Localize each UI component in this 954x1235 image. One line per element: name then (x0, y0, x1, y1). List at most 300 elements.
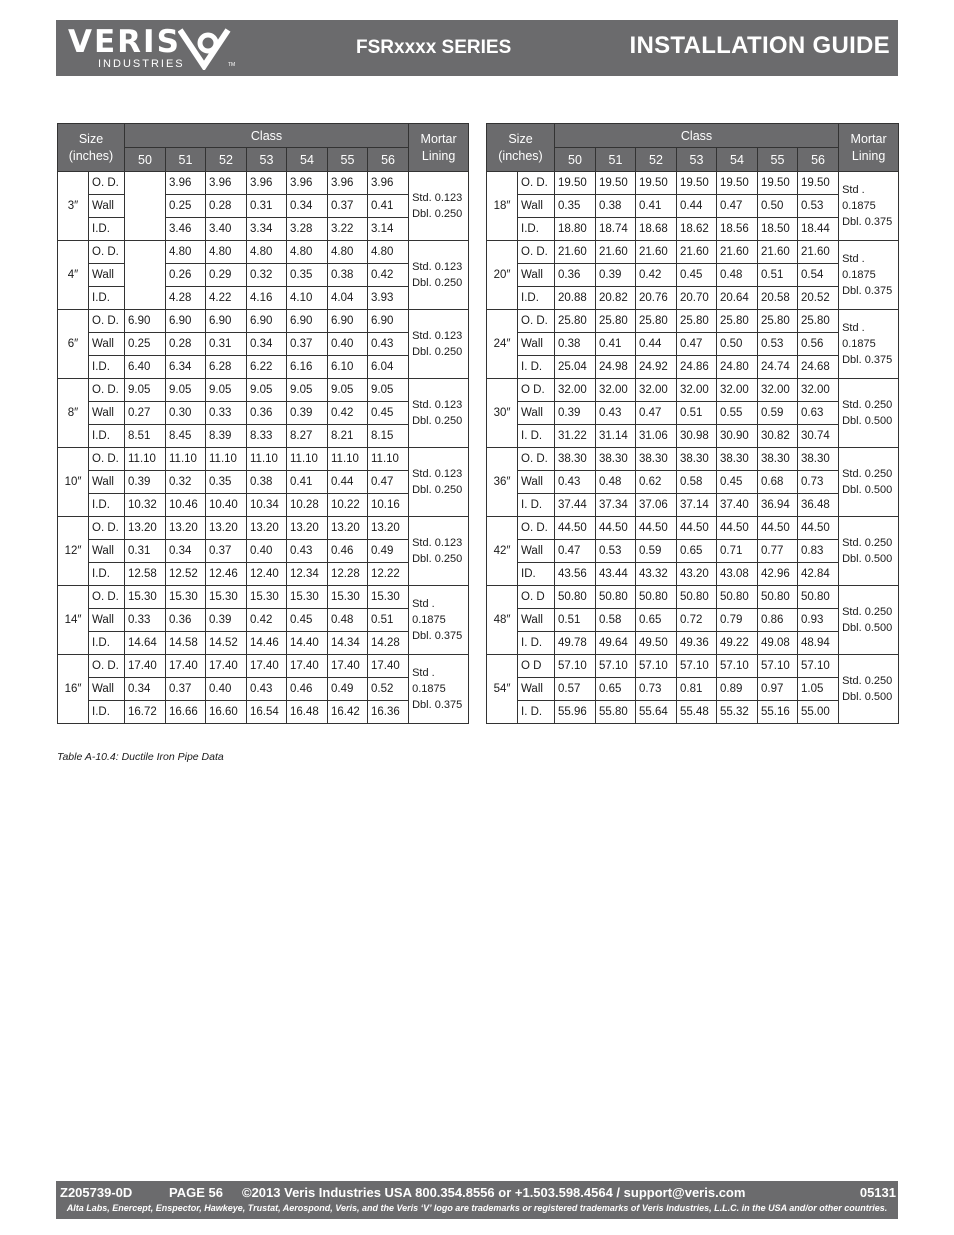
value-cell: 49.08 (758, 632, 798, 655)
row-label-cell: I. D. (518, 701, 555, 724)
value-cell: 21.60 (798, 241, 839, 264)
value-cell: 55.48 (677, 701, 717, 724)
logo-word: VERIS (68, 24, 181, 60)
row-label-cell: Wall (89, 264, 125, 287)
value-cell: 9.05 (328, 379, 368, 402)
value-cell: 32.00 (798, 379, 839, 402)
value-cell: 24.92 (636, 356, 677, 379)
value-cell: 0.40 (247, 540, 287, 563)
value-cell: 0.51 (555, 609, 596, 632)
value-cell: 0.49 (328, 678, 368, 701)
value-cell: 19.50 (717, 172, 758, 195)
pipe-size-cell: 3″ (58, 172, 89, 241)
empty-class-cell (125, 241, 166, 310)
value-cell: 0.36 (555, 264, 596, 287)
value-cell: 0.72 (677, 609, 717, 632)
value-cell: 24.86 (677, 356, 717, 379)
value-cell: 12.52 (166, 563, 206, 586)
value-cell: 0.41 (368, 195, 409, 218)
value-cell: 0.86 (758, 609, 798, 632)
row-label-cell: Wall (89, 471, 125, 494)
value-cell: 4.80 (368, 241, 409, 264)
value-cell: 31.22 (555, 425, 596, 448)
value-cell: 0.37 (287, 333, 328, 356)
value-cell: 57.10 (798, 655, 839, 678)
class-col-header: 55 (328, 148, 368, 172)
value-cell: 0.65 (677, 540, 717, 563)
value-cell: 10.46 (166, 494, 206, 517)
value-cell: 24.68 (798, 356, 839, 379)
value-cell: 13.20 (328, 517, 368, 540)
value-cell: 31.14 (596, 425, 636, 448)
value-cell: 0.39 (125, 471, 166, 494)
value-cell: 0.45 (717, 471, 758, 494)
value-cell: 4.80 (166, 241, 206, 264)
pipe-size-cell: 42″ (487, 517, 518, 586)
class-col-header: 53 (247, 148, 287, 172)
table-row (58, 540, 469, 563)
class-header: Class (125, 124, 409, 148)
row-label-cell: O. D. (89, 655, 125, 678)
value-cell: 17.40 (125, 655, 166, 678)
value-cell: 0.65 (636, 609, 677, 632)
value-cell: 6.90 (328, 310, 368, 333)
value-cell: 15.30 (166, 586, 206, 609)
value-cell: 12.58 (125, 563, 166, 586)
value-cell: 55.16 (758, 701, 798, 724)
value-cell: 37.44 (555, 494, 596, 517)
pipe-size-cell: 36″ (487, 448, 518, 517)
table-row (58, 678, 469, 701)
value-cell: 38.30 (555, 448, 596, 471)
value-cell: 14.52 (206, 632, 247, 655)
trademark-notice: Alta Labs, Enercept, Enspector, Hawkeye, Trustat, Aerospond, Veris, and the Veris ‘V’ logo are trademarks or registered trademarks of Veris Industries, L.L.C. in the USA and/or other countries. (66, 1203, 888, 1213)
table-row (487, 701, 899, 724)
size-header: Size (inches) (487, 124, 555, 172)
value-cell: 44.50 (798, 517, 839, 540)
value-cell: 0.38 (247, 471, 287, 494)
value-cell: 38.30 (677, 448, 717, 471)
value-cell: 15.30 (328, 586, 368, 609)
value-cell: 0.62 (636, 471, 677, 494)
value-cell: 8.21 (328, 425, 368, 448)
class-col-header: 50 (125, 148, 166, 172)
value-cell: 13.20 (368, 517, 409, 540)
value-cell: 20.58 (758, 287, 798, 310)
value-cell: 0.59 (636, 540, 677, 563)
value-cell: 24.74 (758, 356, 798, 379)
value-cell: 37.34 (596, 494, 636, 517)
value-cell: 6.34 (166, 356, 206, 379)
value-cell: 44.50 (636, 517, 677, 540)
value-cell: 0.51 (677, 402, 717, 425)
row-label-cell: Wall (89, 333, 125, 356)
value-cell: 31.06 (636, 425, 677, 448)
row-label-cell: O D. (518, 379, 555, 402)
value-cell: 38.30 (798, 448, 839, 471)
value-cell: 0.79 (717, 609, 758, 632)
value-cell: 0.44 (328, 471, 368, 494)
value-cell: 50.80 (717, 586, 758, 609)
table-row (58, 195, 469, 218)
size-header: Size (inches) (58, 124, 125, 172)
row-label-cell: O. D. (518, 172, 555, 195)
class-col-header: 50 (555, 148, 596, 172)
value-cell: 0.31 (125, 540, 166, 563)
value-cell: 43.56 (555, 563, 596, 586)
value-cell: 38.30 (636, 448, 677, 471)
mortar-lining-cell: Std . 0.1875 Dbl. 0.375 (839, 310, 899, 379)
value-cell: 55.32 (717, 701, 758, 724)
value-cell: 10.22 (328, 494, 368, 517)
value-cell: 11.10 (125, 448, 166, 471)
value-cell: 36.94 (758, 494, 798, 517)
row-label-cell: Wall (518, 471, 555, 494)
row-label-cell: Wall (518, 540, 555, 563)
value-cell: 15.30 (125, 586, 166, 609)
value-cell: 0.46 (287, 678, 328, 701)
value-cell: 4.80 (328, 241, 368, 264)
value-cell: 50.80 (677, 586, 717, 609)
row-label-cell: O. D. (518, 448, 555, 471)
mortar-header: Mortar Lining (409, 124, 469, 172)
value-cell: 17.40 (287, 655, 328, 678)
class-col-header: 51 (596, 148, 636, 172)
value-cell: 0.32 (166, 471, 206, 494)
table-row (58, 563, 469, 586)
value-cell: 32.00 (677, 379, 717, 402)
value-cell: 0.34 (287, 195, 328, 218)
value-cell: 0.33 (206, 402, 247, 425)
value-cell: 25.80 (555, 310, 596, 333)
value-cell: 0.65 (596, 678, 636, 701)
value-cell: 13.20 (287, 517, 328, 540)
value-cell: 57.10 (677, 655, 717, 678)
value-cell: 0.41 (636, 195, 677, 218)
value-cell: 18.44 (798, 218, 839, 241)
table-row (487, 379, 899, 402)
value-cell: 0.77 (758, 540, 798, 563)
row-label-cell: I.D. (89, 563, 125, 586)
value-cell: 8.15 (368, 425, 409, 448)
value-cell: 21.60 (717, 241, 758, 264)
table-row (58, 287, 469, 310)
value-cell: 50.80 (758, 586, 798, 609)
value-cell: 32.00 (555, 379, 596, 402)
value-cell: 8.45 (166, 425, 206, 448)
value-cell: 57.10 (717, 655, 758, 678)
table-row (487, 172, 899, 195)
mortar-header: Mortar Lining (839, 124, 899, 172)
value-cell: 0.39 (287, 402, 328, 425)
value-cell: 0.59 (758, 402, 798, 425)
logo-tm: TM (228, 62, 236, 68)
value-cell: 25.80 (596, 310, 636, 333)
table-row (487, 494, 899, 517)
value-cell: 0.41 (287, 471, 328, 494)
value-cell: 0.81 (677, 678, 717, 701)
value-cell: 50.80 (636, 586, 677, 609)
row-label-cell: Wall (89, 609, 125, 632)
value-cell: 0.57 (555, 678, 596, 701)
row-label-cell: Wall (518, 333, 555, 356)
value-cell: 3.34 (247, 218, 287, 241)
value-cell: 4.10 (287, 287, 328, 310)
value-cell: 0.48 (717, 264, 758, 287)
value-cell: 6.16 (287, 356, 328, 379)
value-cell: 0.38 (555, 333, 596, 356)
table-row (58, 172, 469, 195)
value-cell: 4.28 (166, 287, 206, 310)
value-cell: 8.51 (125, 425, 166, 448)
value-cell: 0.45 (677, 264, 717, 287)
value-cell: 1.05 (798, 678, 839, 701)
value-cell: 0.83 (798, 540, 839, 563)
value-cell: 17.40 (166, 655, 206, 678)
table-row (58, 379, 469, 402)
value-cell: 18.62 (677, 218, 717, 241)
value-cell: 0.38 (328, 264, 368, 287)
value-cell: 0.47 (717, 195, 758, 218)
table-row (58, 632, 469, 655)
value-cell: 9.05 (166, 379, 206, 402)
value-cell: 6.40 (125, 356, 166, 379)
value-cell: 0.45 (287, 609, 328, 632)
value-cell: 43.32 (636, 563, 677, 586)
value-cell: 15.30 (247, 586, 287, 609)
value-cell: 49.50 (636, 632, 677, 655)
pipe-size-cell: 30″ (487, 379, 518, 448)
table-row (487, 632, 899, 655)
value-cell: 44.50 (677, 517, 717, 540)
row-label-cell: I.D. (89, 356, 125, 379)
table-row (487, 264, 899, 287)
value-cell: 0.68 (758, 471, 798, 494)
value-cell: 6.90 (166, 310, 206, 333)
row-label-cell: Wall (518, 402, 555, 425)
value-cell: 0.54 (798, 264, 839, 287)
value-cell: 0.26 (166, 264, 206, 287)
value-cell: 0.47 (636, 402, 677, 425)
mortar-lining-cell: Std. 0.123 Dbl. 0.250 (409, 379, 469, 448)
value-cell: 16.54 (247, 701, 287, 724)
pipe-size-cell: 12″ (58, 517, 89, 586)
value-cell: 9.05 (247, 379, 287, 402)
value-cell: 0.34 (125, 678, 166, 701)
row-label-cell: O. D (518, 586, 555, 609)
value-cell: 44.50 (596, 517, 636, 540)
value-cell: 11.10 (206, 448, 247, 471)
value-cell: 30.98 (677, 425, 717, 448)
table-row (487, 356, 899, 379)
value-cell: 9.05 (368, 379, 409, 402)
value-cell: 0.33 (125, 609, 166, 632)
value-cell: 0.36 (247, 402, 287, 425)
value-cell: 25.80 (636, 310, 677, 333)
row-label-cell: I. D. (518, 632, 555, 655)
value-cell: 10.16 (368, 494, 409, 517)
page-header (56, 20, 898, 76)
value-cell: 0.25 (166, 195, 206, 218)
value-cell: 0.35 (206, 471, 247, 494)
row-label-cell: I. D. (518, 494, 555, 517)
value-cell: 11.10 (328, 448, 368, 471)
value-cell: 15.30 (206, 586, 247, 609)
value-cell: 0.37 (328, 195, 368, 218)
table-row (58, 586, 469, 609)
value-cell: 0.47 (677, 333, 717, 356)
value-cell: 20.70 (677, 287, 717, 310)
value-cell: 13.20 (166, 517, 206, 540)
footer-code: 05131 (859, 1185, 896, 1200)
value-cell: 20.88 (555, 287, 596, 310)
mortar-lining-cell: Std. 0.250 Dbl. 0.500 (839, 448, 899, 517)
row-label-cell: Wall (518, 264, 555, 287)
value-cell: 0.63 (798, 402, 839, 425)
pipe-size-cell: 24″ (487, 310, 518, 379)
value-cell: 6.10 (328, 356, 368, 379)
value-cell: 32.00 (758, 379, 798, 402)
value-cell: 10.28 (287, 494, 328, 517)
table-row (58, 609, 469, 632)
table-row (487, 241, 899, 264)
value-cell: 6.90 (125, 310, 166, 333)
value-cell: 0.37 (206, 540, 247, 563)
value-cell: 0.97 (758, 678, 798, 701)
pipe-size-cell: 16″ (58, 655, 89, 724)
value-cell: 0.34 (247, 333, 287, 356)
value-cell: 43.44 (596, 563, 636, 586)
value-cell: 19.50 (555, 172, 596, 195)
table-row (58, 310, 469, 333)
value-cell: 13.20 (206, 517, 247, 540)
table-row (487, 563, 899, 586)
value-cell: 25.80 (798, 310, 839, 333)
value-cell: 18.56 (717, 218, 758, 241)
class-col-header: 52 (206, 148, 247, 172)
value-cell: 16.36 (368, 701, 409, 724)
row-label-cell: O. D. (518, 517, 555, 540)
value-cell: 14.40 (287, 632, 328, 655)
pipe-size-cell: 54″ (487, 655, 518, 724)
value-cell: 0.35 (287, 264, 328, 287)
value-cell: 38.30 (717, 448, 758, 471)
table-row (58, 356, 469, 379)
value-cell: 16.48 (287, 701, 328, 724)
row-label-cell: Wall (89, 402, 125, 425)
class-col-header: 51 (166, 148, 206, 172)
series-title: FSRxxxx SERIES (356, 37, 512, 58)
class-col-header: 54 (287, 148, 328, 172)
value-cell: 0.53 (758, 333, 798, 356)
value-cell: 43.08 (717, 563, 758, 586)
table-row (487, 586, 899, 609)
value-cell: 0.58 (596, 609, 636, 632)
value-cell: 55.80 (596, 701, 636, 724)
value-cell: 42.84 (798, 563, 839, 586)
class-col-header: 54 (717, 148, 758, 172)
value-cell: 6.04 (368, 356, 409, 379)
value-cell: 12.22 (368, 563, 409, 586)
value-cell: 19.50 (798, 172, 839, 195)
class-col-header: 52 (636, 148, 677, 172)
pipe-size-cell: 20″ (487, 241, 518, 310)
pipe-table-right (486, 123, 899, 724)
row-label-cell: Wall (89, 195, 125, 218)
value-cell: 43.20 (677, 563, 717, 586)
veris-v-icon (178, 26, 234, 70)
value-cell: 10.34 (247, 494, 287, 517)
row-label-cell: O. D. (518, 310, 555, 333)
value-cell: 0.34 (166, 540, 206, 563)
table-row (487, 609, 899, 632)
value-cell: 6.90 (287, 310, 328, 333)
table-caption: Table A-10.4: Ductile Iron Pipe Data (57, 751, 224, 763)
class-header: Class (555, 124, 839, 148)
value-cell: 11.10 (247, 448, 287, 471)
value-cell: 12.40 (247, 563, 287, 586)
row-label-cell: I.D. (518, 218, 555, 241)
value-cell: 55.96 (555, 701, 596, 724)
value-cell: 9.05 (125, 379, 166, 402)
row-label-cell: I.D. (518, 287, 555, 310)
row-label-cell: I.D. (89, 218, 125, 241)
value-cell: 0.28 (206, 195, 247, 218)
value-cell: 0.39 (555, 402, 596, 425)
table-row (58, 241, 469, 264)
value-cell: 3.14 (368, 218, 409, 241)
table-row (487, 540, 899, 563)
value-cell: 10.40 (206, 494, 247, 517)
table-row (487, 678, 899, 701)
value-cell: 57.10 (596, 655, 636, 678)
row-label-cell: Wall (518, 678, 555, 701)
pipe-size-cell: 4″ (58, 241, 89, 310)
value-cell: 0.48 (328, 609, 368, 632)
mortar-lining-cell: Std. 0.250 Dbl. 0.500 (839, 517, 899, 586)
value-cell: 24.80 (717, 356, 758, 379)
value-cell: 37.14 (677, 494, 717, 517)
value-cell: 0.51 (368, 609, 409, 632)
value-cell: 0.31 (247, 195, 287, 218)
value-cell: 36.48 (798, 494, 839, 517)
class-col-header: 53 (677, 148, 717, 172)
value-cell: 44.50 (555, 517, 596, 540)
value-cell: 8.39 (206, 425, 247, 448)
mortar-lining-cell: Std. 0.250 Dbl. 0.500 (839, 655, 899, 724)
value-cell: 3.96 (287, 172, 328, 195)
value-cell: 0.89 (717, 678, 758, 701)
value-cell: 3.96 (247, 172, 287, 195)
value-cell: 0.55 (717, 402, 758, 425)
value-cell: 18.50 (758, 218, 798, 241)
value-cell: 0.39 (596, 264, 636, 287)
value-cell: 21.60 (677, 241, 717, 264)
pipe-size-cell: 14″ (58, 586, 89, 655)
value-cell: 0.42 (328, 402, 368, 425)
value-cell: 0.73 (798, 471, 839, 494)
value-cell: 37.40 (717, 494, 758, 517)
value-cell: 38.30 (758, 448, 798, 471)
value-cell: 25.04 (555, 356, 596, 379)
value-cell: 11.10 (368, 448, 409, 471)
value-cell: 0.48 (596, 471, 636, 494)
value-cell: 0.40 (328, 333, 368, 356)
table-row (487, 310, 899, 333)
value-cell: 0.40 (206, 678, 247, 701)
value-cell: 3.96 (166, 172, 206, 195)
value-cell: 0.39 (206, 609, 247, 632)
